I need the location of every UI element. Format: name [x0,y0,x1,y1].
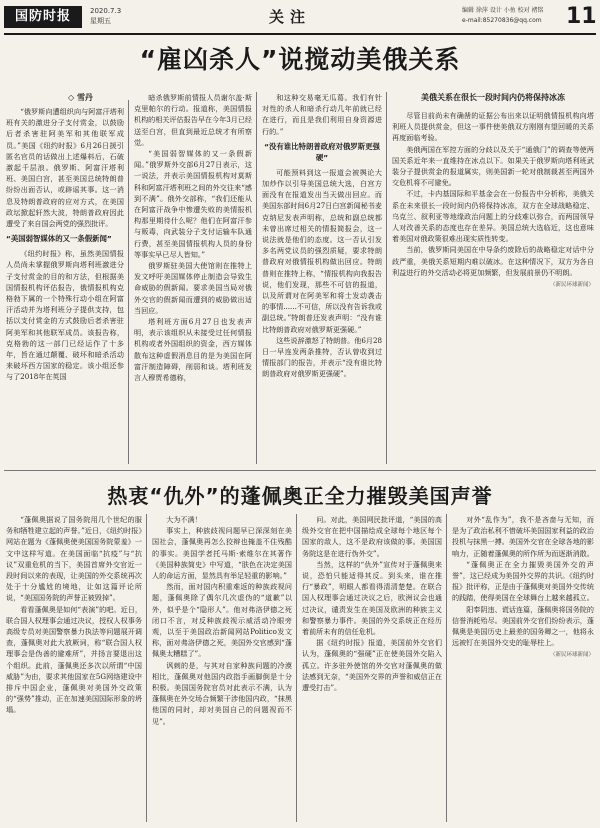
paragraph: 当然，这样的“仇外”宣传对于蓬佩奥来说，恐怕只能适得其反。到头来，谁在推行“暴政”，明眼人都看得清清楚楚。在联合国人权理事会通过决议之后，欧洲议会也通过决议，谴责发生在美国及欧洲的种族主义和警察暴力事件。美国的外交系统正在经历着前所未有的信任危机。 [302,559,442,637]
article1-side-title: 美俄关系在很长一段时间内仍将保持冰冻 [421,93,565,102]
article1-column-4 [392,92,594,464]
paragraph: “蓬佩奥正在全力摧毁美国外交的声誉”，这已经成为美国外交界的共识。《纽约时报》批评称，正是由于蓬佩奥对美国外交传统的践踏，使得美国在全球舞台上越来越孤立。 [452,559,594,603]
section-title: 关注 [269,8,312,26]
paragraph: 对外“乱作为”，我不是吝啬与无知，而是为了政治私利不惜破坏美国国家利益的政治投机与抹黑一搏。美国外交官在全球各地的影响力，正随着蓬佩奥的所作所为而逐渐消散。 [452,515,594,558]
date-text: 2020.7.3 [90,7,122,15]
paragraph: 讽刺的是，与其对自家种族问题的冷漠相比，蓬佩奥对他国内政指手画脚倒是十分积极。美国国务院官员对此表示不满，认为蓬佩奥在外交场合频繁干涉他国内政，“抹黑他国的同时，却对美国自己的问题视而不见”。 [152,660,292,726]
paragraph: 看看蓬佩奥是如何“表演”的吧。近日，联合国人权理事会通过决议，授权人权事务高级专员对美国警察暴力执法等问题展开调查，蓬佩奥对此大放厥词，称“联合国人权理事会是伪善的避难所”，并扬言要退出这个组织。此前，蓬佩奥还多次以所谓“中国威胁”为由，要求其他国家在5G网络建设中排斥中国企业，蓬佩奥对美国外交政策的“强势”推动，正在加速美国国际形象的坍塌。 [6,604,142,715]
paragraph: 《纽约时报》称，虽然美国情报人员尚未掌握俄罗斯向塔利班激进分子支付赏金的目的和方法，但根据美国情报机构评估报告，俄情报机构克格勃下属的一个特殊行动小组在阿富汗活动并为塔利班分子提供支持，包括以支付赏金的方式鼓励后者杀害驻阿美军和其他联军成员。该报告称，克格勃的这一部门已经运作了十多年，旨在通过颠覆、破坏和暗杀活动来破坏西方国家的稳定。该小组还参与了2018年在英国 [6,249,124,382]
paragraph: 大为不满！ [166,515,202,524]
paragraph: 据《纽约时报》报道，美国前外交官们认为，蓬佩奥的“强硬”正在使美国外交陷入孤立。许多驻外使馆的外交官对蓬佩奥的做法感到无奈，“美国外交界的声誉和威信正在遭受打击”。 [302,638,442,693]
editor-email: e-mail:85270836@qq.com [462,17,542,24]
paragraph: 不过，卡内基国际和平基金会在一份报告中分析称，美俄关系在未来很长一段时间内仍将保持冰冻，双方在全球战略稳定、乌克兰、叙利亚等地缘政治问题上的分歧难以弥合，而两国领导人对改善关系的态度也存在差异。美国总统大选临近，这也意味着美国对俄政策很难出现实质性转变。 [392,189,594,244]
article2-column-4 [452,514,594,822]
article1-column-1 [6,106,124,464]
paragraph: 塔利班方面6月27日也发表声明，表示该组织从未接受过任何情报机构或者外国组织的资金，西方媒体散布这种虚假消息目的是为美国在阿富汗制造障碍，削弱和谈。塔利班发言人穆贾希德称， [134,317,252,383]
article2-headline: 热衷“仇外”的蓬佩奥正全力摧毁美国声誉 [107,484,493,508]
article2-column-2 [152,514,292,822]
paragraph: “美国弱智媒体的又一条假新闻。”俄罗斯外交部6月27日表示，这一说法，并表示美国情报机构对莫斯科和阿富汗塔利班之间的外交往来“感到不满”。俄外交部称，“我们还能从在阿富汗战争中惨遭失败的美情报机构那里期待什么呢？他们在阿富汗参与贩毒，向武装分子支付运输车队通行费，甚至美国情报机构人员的身份等事实早已尽人皆知。” [134,149,252,259]
editor-credits [462,6,562,26]
paragraph: “蓬佩奥据说了国务院用几个世纪的服务和牺牲建立起的声誉。”近日，《纽约时报》网站在题为《蓬佩奥使美国国务院蒙羞》一文中这样写道。在美国面临“抗疫”与“抗议”双重危机的当下，美国首席外交官近一段时间以来的表现，让美国的外交系统再次处于十分尴尬的境地，让如这篇评论所说，“美国国务院的声誉正被毁掉”。 [6,515,142,603]
article1-subhead-1: “美国弱智媒体的又一条假新闻” [6,234,112,244]
issue-date [90,6,121,26]
paragraph: 暗杀俄罗斯前情报人员谢尔盖·斯克里帕尔的行动。报道称，美国情报机构的相关评估报告早在今年3月已经送至白宫，但直到最近总统才有所察觉。 [134,93,252,147]
editor-names: 编辑 徐萍 设计 小鱼 校对 褚铭 [462,7,544,14]
column-divider [146,514,147,822]
masthead [4,4,596,32]
paragraph: 阳奉阴违、谎话连篇，蓬佩奥将国务院的信誉消耗殆尽。美国前外交官们纷纷表示，蓬佩奥是美国历史上最差的国务卿之一，他将永远被钉在美国外交史的耻辱柱上。 [452,604,594,648]
paragraph: 可能预料到这一报道会被舆论大加炒作以引导美国总统大选，白宫方面没有在报道发出当天做出回应。而美国东部时间6月27日白宫新闻秘书麦克纳尼发表声明称，总统和副总统都未曾出席过相关的情报简报会，这一说法就是他们的态度。这一否认引发多名两党议员的强烈质疑，要求特朗普政府对俄情报机构做出回应。特朗普则在推特上称，“情报机构向我报告说，他们发现，那些不可信的报道，以及所谓对在阿美军和将士发动袭击的事情......不可信，所以没有告诉我或副总统。”特朗普还发表声明：“没有谁比特朗普政府对俄罗斯更强硬。” [262,167,382,334]
article1-subhead-2: “没有谁比特朗普政府对俄罗斯更强硬” [264,141,380,162]
article1-headline: “雇凶杀人”说搅动美俄关系 [139,45,461,74]
paragraph: 事实上，种族歧视问题早已深深刻在美国社会，蓬佩奥再怎么狡辩也掩盖不住残酷的事实。美国学者托马斯·索维尔在其著作《美国种族简史》中写道，“肤色在决定美国人的命运方面，显然具有举足轻重的影响。” [152,526,292,581]
article1-byline: ◇ 雪丹 [68,93,93,102]
paragraph: 俄罗斯驻美国大使馆则在推特上发文呼吁美国媒体停止制造会导致生命威胁的假新闻。要求美国当局对俄外交官的假新闻而遭到的威胁做出适当回应。 [134,261,252,315]
article2-column-1 [6,514,142,822]
article1-column-3 [262,92,382,464]
paragraph: 问。对此，美国网民批评道，“美国的高级外交官在把中国描绘成全球每个地区每个国家的敌人，这不是政府该做的事。美国国务院这是在进行伪外交”。 [302,515,442,558]
paragraph: 美俄两国在军控方面的分歧以及关于“通俄门”的调查等使两国关系近年来一直维持在冰点以下。如果关于俄罗斯向塔利班武装分子提供赏金的报道属实，则美国新一轮对俄制裁甚至两国外交危机将不可避免。 [392,144,594,188]
weekday-text: 星期五 [90,17,111,25]
article2-column-3 [302,514,442,822]
column-divider [386,92,387,464]
paragraph: “俄罗斯向遭组织向与阿富汗塔利班有关的激进分子支付赏金，以鼓励后者杀害驻阿美军和其他联军成员。”美国《纽约时报》6月26日援引匿名官员的话做出上述爆料后，石破激起千层浪。俄罗斯、阿富汗塔利班、美国白宫，甚至美国总统特朗普纷纷出面否认，或辟谣其事。这一消息及特朗普政府的应对方式，在美国政坛掀起轩然大波，特朗普政府因此遭受了来自国会两党的强烈批评。 [6,107,124,229]
column-divider [256,92,257,464]
paragraph: 然而，面对国内积重难返的种族歧视问题，蓬佩奥除了偶尔几次虚伪的“道歉”以外，似乎是个“隐形人”。他对弗洛伊德之死闭口不言，对反种族歧视示威活动冷眼旁观，以至于美国政治新闻网站Politico发文称，面对弗洛伊德之死，美国外交官感到“蓬佩奥太糟糕了”。 [152,582,292,659]
paragraph: 和这种交易毫无瓜葛。我们有针对性的杀人和暗杀行动几年前就已经在进行，而且是我们利用自身资源进行的。” [262,93,382,136]
paragraph: 这些说辞激怒了特朗普。他6月28日一早连发两条推特，否认曾收到过情报部门的报告，并表示“没有谁比特朗普政府对俄罗斯更强硬”。 [262,335,382,379]
column-divider [296,514,297,822]
article2-footnote: （新民环球新闻） [549,652,594,659]
article1-column-2 [134,92,252,464]
column-divider [446,514,447,822]
page-number: 11 [566,4,597,29]
paragraph: 当前，俄罗斯同美国在中导条约废除后的战略稳定对话中分歧严重，美俄关系短期内难以破冰。在这种情况下，双方为各自利益进行的外交活动必将更加频繁，但发展前景仍不明朗。 [392,245,594,277]
newspaper-logo: 国防时报 [4,6,82,28]
article1-footnote: （新民环球新闻） [549,282,594,289]
column-divider [128,100,129,464]
paragraph: 尽管目前尚未有确凿的证据公布出来以证明俄情报机构向塔利班人员提供赏金，但这一事件使美俄双方刚刚有望回暖的关系再度面临考验。 [392,111,594,143]
top-rule [4,33,596,35]
section-rule [4,470,596,471]
